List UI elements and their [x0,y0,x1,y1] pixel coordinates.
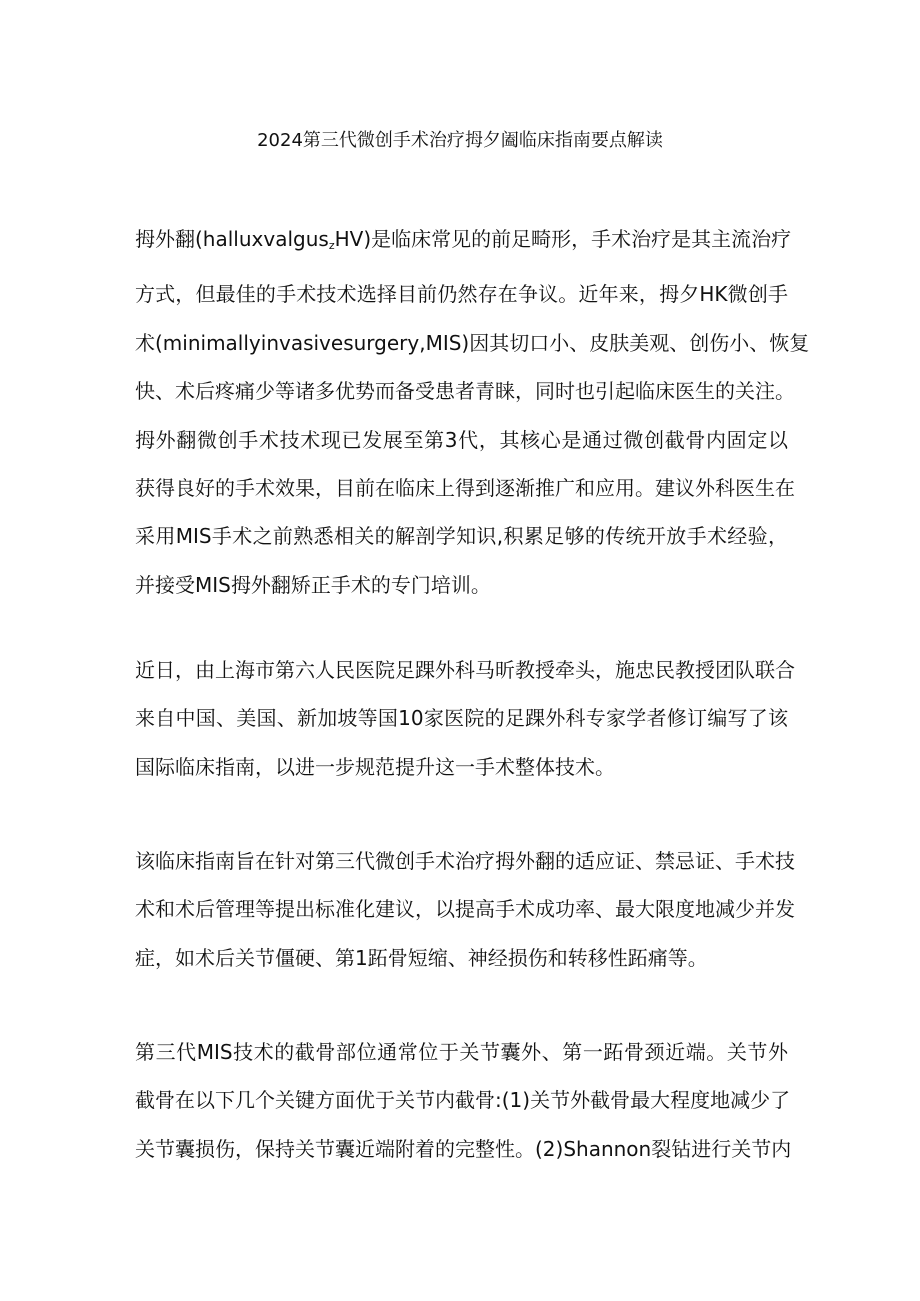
paragraph-line: 症，如术后关节僵硬、第1跖骨短缩、神经损伤和转移性跖痛等。 [135,945,708,970]
paragraph-line: 快、术后疼痛少等诸多优势而备受患者青睐，同时也引起临床医生的关注。 [135,379,795,404]
paragraph-line: 截骨在以下几个关键方面优于关节内截骨:(1)关节外截骨最大程度地减少了 [135,1088,791,1113]
subscript-text: z [328,239,335,252]
paragraph-line [135,215,792,270]
line-text-before-subscript: 拇外翻(halluxvalgus [135,227,329,251]
paragraph-line: 采用MIS手术之前熟悉相关的解剖学知识,积累足够的传统开放手术经验， [135,524,788,549]
paragraph-2 [135,646,815,791]
paragraph-line: 术和术后管理等提出标准化建议，以提高手术成功率、最大限度地减少并发 [135,897,795,922]
line-text-after-subscript: HV)是临床常见的前足畸形，手术治疗是其主流治疗 [334,227,792,251]
paragraph-line: 近日，由上海市第六人民医院足踝外科马昕教授牵头，施忠民教授团队联合 [135,658,795,682]
paragraph-line: 该临床指南旨在针对第三代微创手术治疗拇外翻的适应证、禁忌证、手术技 [135,849,795,873]
paragraph-1 [135,215,815,609]
paragraph-4 [135,1028,815,1173]
paragraph-line: 第三代MIS技术的截骨部位通常位于关节囊外、第一跖骨颈近端。关节外 [135,1040,788,1064]
paragraph-line: 来自中国、美国、新加坡等国10家医院的足踝外科专家学者修订编写了该 [135,706,788,731]
paragraph-line: 术(minimallyinvasivesurgery,MIS)因其切口小、皮肤美观、创伤小、恢复 [135,330,810,355]
paragraph-line: 获得良好的手术效果，目前在临床上得到逐渐推广和应用。建议外科医生在 [135,476,795,501]
paragraph-line: 并接受MIS拇外翻矫正手术的专门培训。 [135,572,491,597]
document-title: 2024第三代微创手术治疗拇夕阖临床指南要点解读 [257,130,663,151]
paragraph-3 [135,837,815,982]
paragraph-line: 拇外翻微创手术技术现已发展至第3代，其核心是通过微创截骨内固定以 [135,427,788,452]
paragraph-line: 关节囊损伤，保持关节囊近端附着的完整性。(2)Shannon裂钻进行关节内 [135,1136,792,1161]
paragraph-line: 方式，但最佳的手术技术选择目前仍然存在争议。近年来，拇夕HK微创手 [135,282,788,307]
paragraph-line: 国际临床指南，以进一步规范提升这一手术整体技术。 [135,754,615,779]
